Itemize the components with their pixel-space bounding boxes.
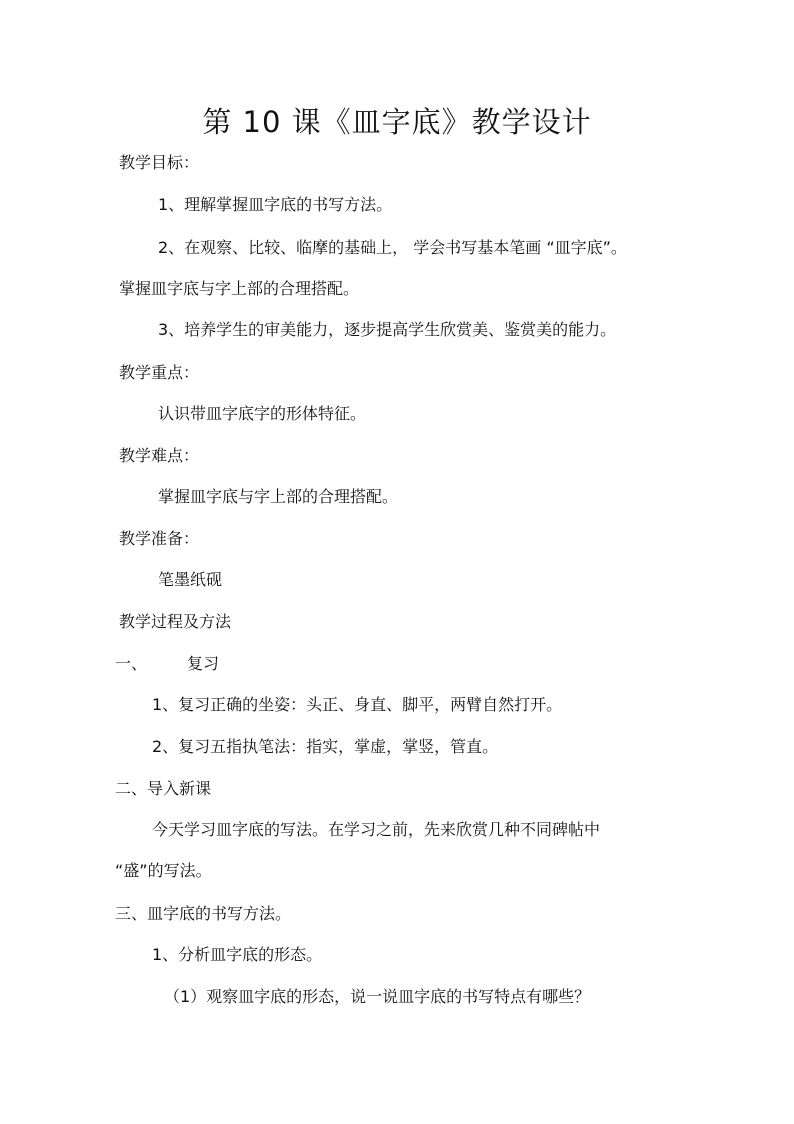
- section-1-heading: [115, 652, 219, 676]
- section-1-number: 一、: [115, 654, 148, 673]
- key-point-text: 认识带皿字底字的形体特征。: [158, 404, 367, 423]
- section-2-text: 今天学习皿字底的写法。在学习之前，先来欣赏几种不同碑帖中: [152, 820, 601, 839]
- preparation-text: 笔墨纸砚: [158, 570, 223, 589]
- difficulty-text: 掌握皿字底与字上部的合理搭配。: [158, 487, 399, 506]
- section-1-item-1: 1、复习正确的坐姿：头正、身直、脚平，两臂自然打开。: [152, 695, 563, 714]
- goal-item-2: 2、在观察、比较、临摩的基础上， 学会书写基本笔画 “皿字底”。: [158, 238, 627, 257]
- document-title: 第 10 课《皿字底》教学设计: [202, 105, 592, 139]
- goal-heading: 教学目标：: [119, 153, 200, 172]
- difficulty-heading: 教学难点：: [119, 446, 200, 465]
- goal-item-2-continued: 掌握皿字底与字上部的合理搭配。: [119, 279, 360, 298]
- section-2-text-continued: “盛”的写法。: [115, 861, 212, 880]
- goal-item-1: 1、理解掌握皿字底的书写方法。: [158, 195, 393, 214]
- section-2-heading: 二、导入新课: [115, 779, 212, 798]
- preparation-heading: 教学准备：: [119, 529, 200, 548]
- section-1-item-2: 2、复习五指执笔法：指实，掌虚，掌竖，管直。: [152, 737, 499, 756]
- section-3-heading: 三、皿字底的书写方法。: [115, 904, 292, 923]
- goal-item-3: 3、培养学生的审美能力，逐步提高学生欣赏美、鉴赏美的能力。: [158, 320, 617, 339]
- section-3-item-1: 1、分析皿字底的形态。: [152, 945, 323, 964]
- process-heading: 教学过程及方法: [119, 612, 232, 631]
- key-point-heading: 教学重点：: [119, 363, 200, 382]
- section-3-item-1-sub-1: （1）观察皿字底的形态，说一说皿字底的书写特点有哪些？: [164, 987, 591, 1006]
- section-1-title: 复习: [187, 654, 220, 673]
